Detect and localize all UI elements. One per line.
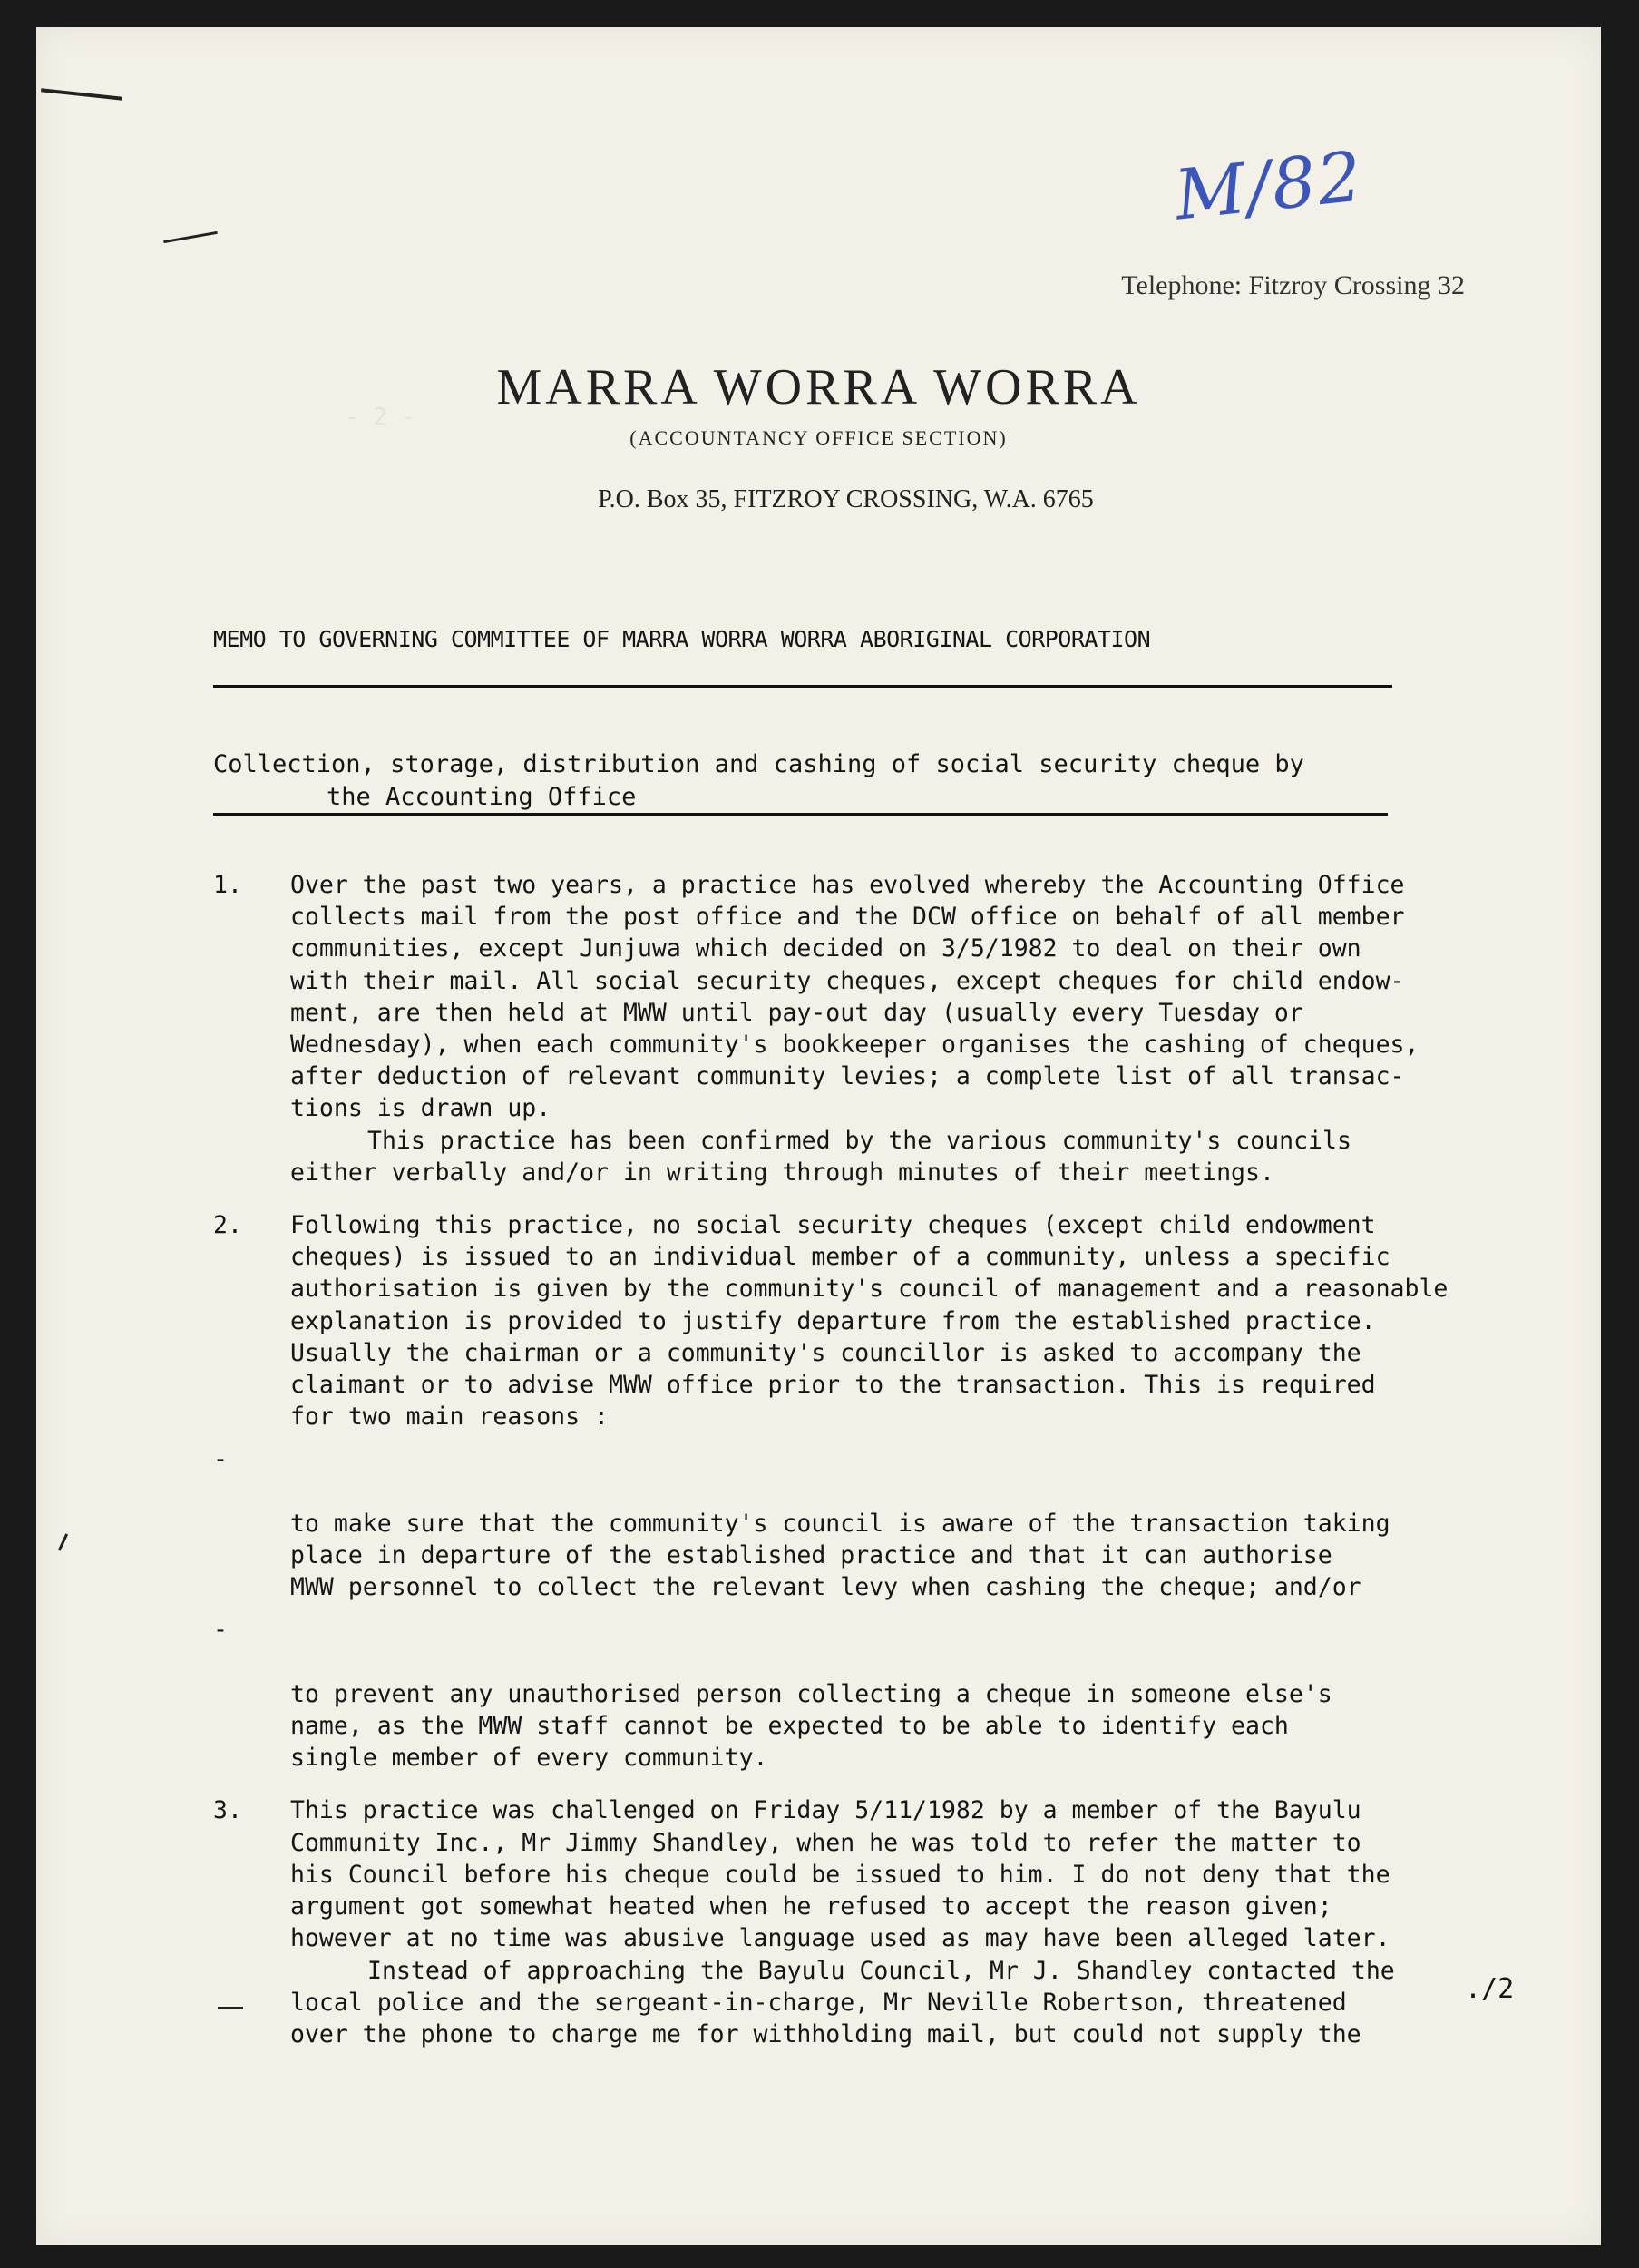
paragraph-2 bbox=[213, 1209, 1574, 1774]
memo-heading bbox=[213, 748, 1304, 814]
handwritten-reference: M/82 bbox=[1170, 135, 1368, 236]
bullet-text: to prevent any unauthorised person collecting a cheque in someone else's name, as the MWW staff cannot be expected to be able to identify each single member of every community. bbox=[290, 1679, 1332, 1773]
bullet-dash: - bbox=[213, 1445, 228, 1474]
memo-subject: MEMO TO GOVERNING COMMITTEE OF MARRA WORRA WORRA ABORIGINAL CORPORATION bbox=[213, 626, 1151, 652]
telephone: Telephone: Fitzroy Crossing 32 bbox=[1121, 270, 1465, 300]
next-page-marker: ./2 bbox=[1465, 1973, 1515, 2005]
bullet-item bbox=[213, 1443, 1574, 1603]
letterhead-address: P.O. Box 35, FITZROY CROSSING, W.A. 6765 bbox=[598, 485, 1094, 513]
paragraph-text: This practice was challenged on Friday 5/11/1982 by a member of the Bayulu Community Inc., Mr Jimmy Shandley, when he was told to refer the matter to his Council before his cheque could be issued to him. I do not deny that the argument got somewhat heated when he refused to accept the reason given; however at no time was abusive language used as may have been alleged later. bbox=[290, 1796, 1390, 1953]
document-page bbox=[36, 27, 1601, 2245]
bullet-item bbox=[213, 1614, 1574, 1774]
paragraph-text: Over the past two years, a practice has evolved whereby the Accounting Office collects mail from the post office and the DCW office on behalf of all member communities, except Junjuwa which decided on 3/5/1982 to deal on their own with their mail. All social security cheques, except cheques for child endow- ment, are then held at MWW until pay-out day (usually every Tuesday or Wednesday), when each community's bookkeeper organises the cashing of cheques, after deduction of relevant community levies; a complete list of all transac- tions is drawn up. bbox=[290, 871, 1419, 1123]
paragraph-number: 2. bbox=[213, 1211, 242, 1240]
subject-underline bbox=[213, 685, 1392, 688]
paragraph-1 bbox=[213, 869, 1574, 1188]
paragraph-3 bbox=[213, 1794, 1574, 2050]
margin-mark bbox=[41, 88, 122, 100]
bullet-dash: - bbox=[213, 1616, 228, 1645]
letterhead-section: (ACCOUNTANCY OFFICE SECTION) bbox=[629, 426, 1008, 449]
memo-body bbox=[213, 869, 1574, 2071]
paragraph-number: 1. bbox=[213, 871, 242, 899]
paragraph-number: 3. bbox=[213, 1796, 242, 1825]
paragraph-text: Following this practice, no social security cheques (except child endowment cheques) is issued to an individual member of a community, unless a specific authorisation is given by the community's council of management and a reasonable explanation is provided to justify departure from the established practice. Usually the chairman or a community's councillor is asked to accompany the claimant or to advise MWW office prior to the transaction. This is required for two main reasons : bbox=[290, 1211, 1449, 1432]
margin-mark bbox=[163, 231, 218, 243]
paragraph-continuation: Instead of approaching the Bayulu Council, Mr J. Shandley contacted the local police and the sergeant-in-charge, Mr Neville Robertson, threatened over the phone to charge me for withholding mail, but could not supply the bbox=[290, 1956, 1395, 2048]
letterhead-org: MARRA WORRA WORRA bbox=[496, 359, 1141, 415]
heading-underline bbox=[213, 813, 1388, 816]
margin-mark bbox=[58, 1533, 68, 1550]
bullet-text: to make sure that the community's council is aware of the transaction taking place in departure of the established practice and that it can authorise MWW personnel to collect the relevant levy when cashing the cheque; and/or bbox=[290, 1509, 1390, 1602]
heading-line-1: Collection, storage, distribution and cashing of social security cheque by bbox=[213, 750, 1304, 778]
show-through-text: - 2 - bbox=[345, 404, 416, 431]
heading-line-2: the Accounting Office bbox=[327, 783, 637, 811]
paragraph-continuation: This practice has been confirmed by the various community's councils either verbally and/or in writing through minutes of their meetings. bbox=[290, 1126, 1351, 1187]
